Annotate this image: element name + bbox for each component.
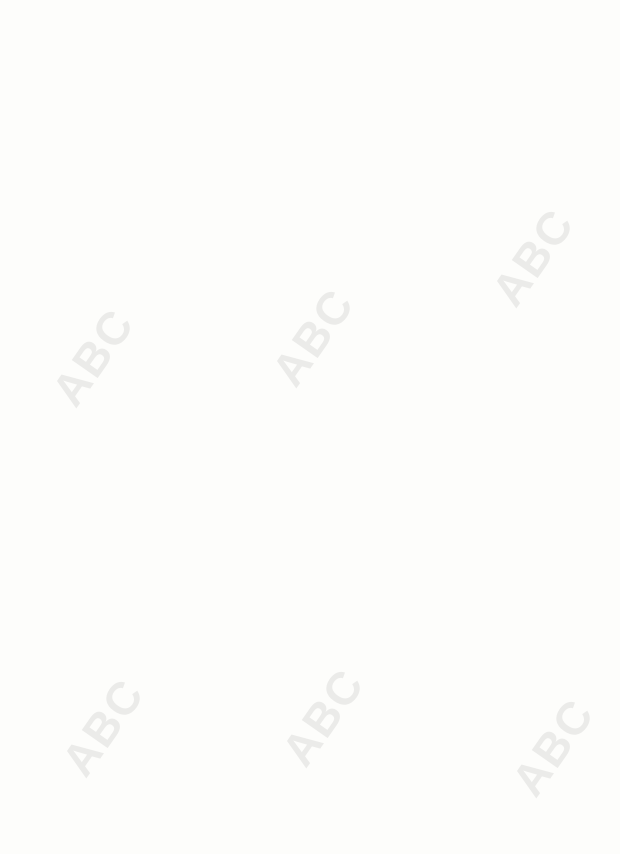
watermark: ABC bbox=[271, 658, 375, 776]
watermark: ABC bbox=[481, 198, 585, 316]
watermark: ABC bbox=[41, 298, 145, 416]
watermark: ABC bbox=[261, 278, 365, 396]
watermark: ABC bbox=[501, 688, 605, 806]
watermark: ABC bbox=[51, 668, 155, 786]
